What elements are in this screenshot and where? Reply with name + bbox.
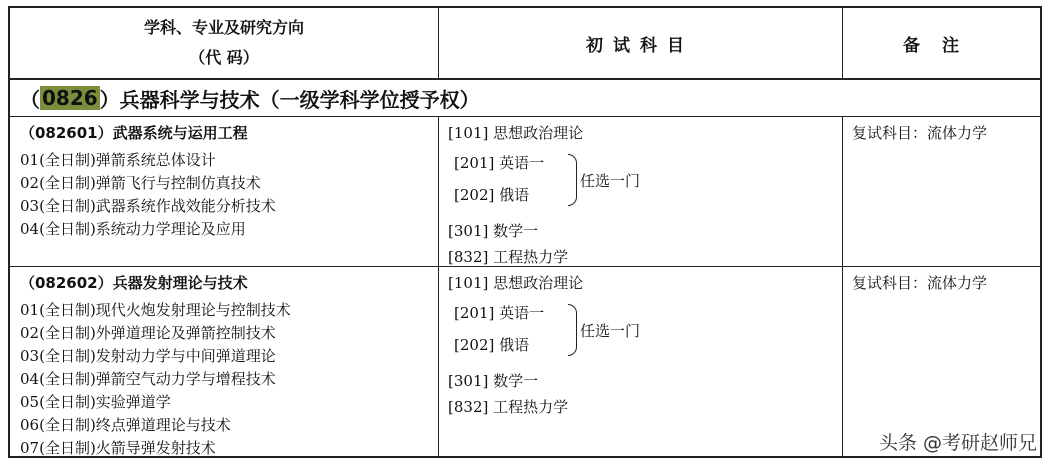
choice-label: 任选一门 [580,172,641,190]
note-cell: 复试科目：流体力学 [852,124,988,142]
section-name: ）兵器科学与技术（一级学科学位授予权） [99,87,480,112]
subject-item: [202] 俄语 [454,186,530,204]
subject-item: [202] 俄语 [454,336,530,354]
subject-item: [301] 数学一 [448,222,539,240]
program-cell [20,270,291,460]
subject-item: [101] 思想政治理论 [448,274,584,292]
subject-item: [101] 思想政治理论 [448,124,584,142]
section-title [10,80,1040,116]
header-col-discipline-line2: （代 码） [189,48,259,67]
section-divider [10,116,1040,117]
brace-icon [568,154,577,206]
direction-item: 04(全日制)系统动力学理论及应用 [20,220,246,238]
subject-item: [832] 工程热力学 [448,398,569,416]
direction-item: 07(全日制)火箭导弹发射技术 [20,439,216,457]
subject-item: [832] 工程热力学 [448,248,569,266]
section-code: 0826 [42,86,98,110]
direction-item: 04(全日制)弹箭空气动力学与增程技术 [20,370,276,388]
watermark: 头条 @考研赵师兄 [878,432,1037,454]
choice-label: 任选一门 [580,322,641,340]
note-cell: 复试科目：流体力学 [852,274,988,292]
program-cell [20,120,276,241]
header-col-discipline-line1: 学科、专业及研究方向 [143,18,304,37]
admission-table [8,6,1042,458]
column-divider [842,116,843,456]
direction-item: 03(全日制)武器系统作战效能分析技术 [20,197,276,215]
direction-item: 02(全日制)弹箭飞行与控制仿真技术 [20,174,261,192]
brace-icon [568,304,577,356]
direction-item: 05(全日制)实验弹道学 [20,393,171,411]
direction-item: 03(全日制)发射动力学与中间弹道理论 [20,347,276,365]
subjects-cell [448,268,838,418]
section-open-paren: （ [20,87,40,112]
direction-item: 01(全日制)弹箭系统总体设计 [20,151,216,169]
program-title: （082601）武器系统与运用工程 [20,124,248,142]
direction-item: 02(全日制)外弹道理论及弹箭控制技术 [20,324,276,342]
program-title: （082602）兵器发射理论与技术 [20,274,248,292]
header-col-exam-subjects: 初试科目 [586,35,694,56]
header-col-notes: 备注 [903,35,981,56]
subjects-cell [448,118,838,266]
direction-item: 06(全日制)终点弹道理论与技术 [20,416,231,434]
subject-item: [201] 英语一 [454,154,545,172]
direction-item: 01(全日制)现代火炮发射理论与控制技术 [20,301,291,319]
header-col-discipline [10,8,438,78]
subject-item: [301] 数学一 [448,372,539,390]
subject-item: [201] 英语一 [454,304,545,322]
